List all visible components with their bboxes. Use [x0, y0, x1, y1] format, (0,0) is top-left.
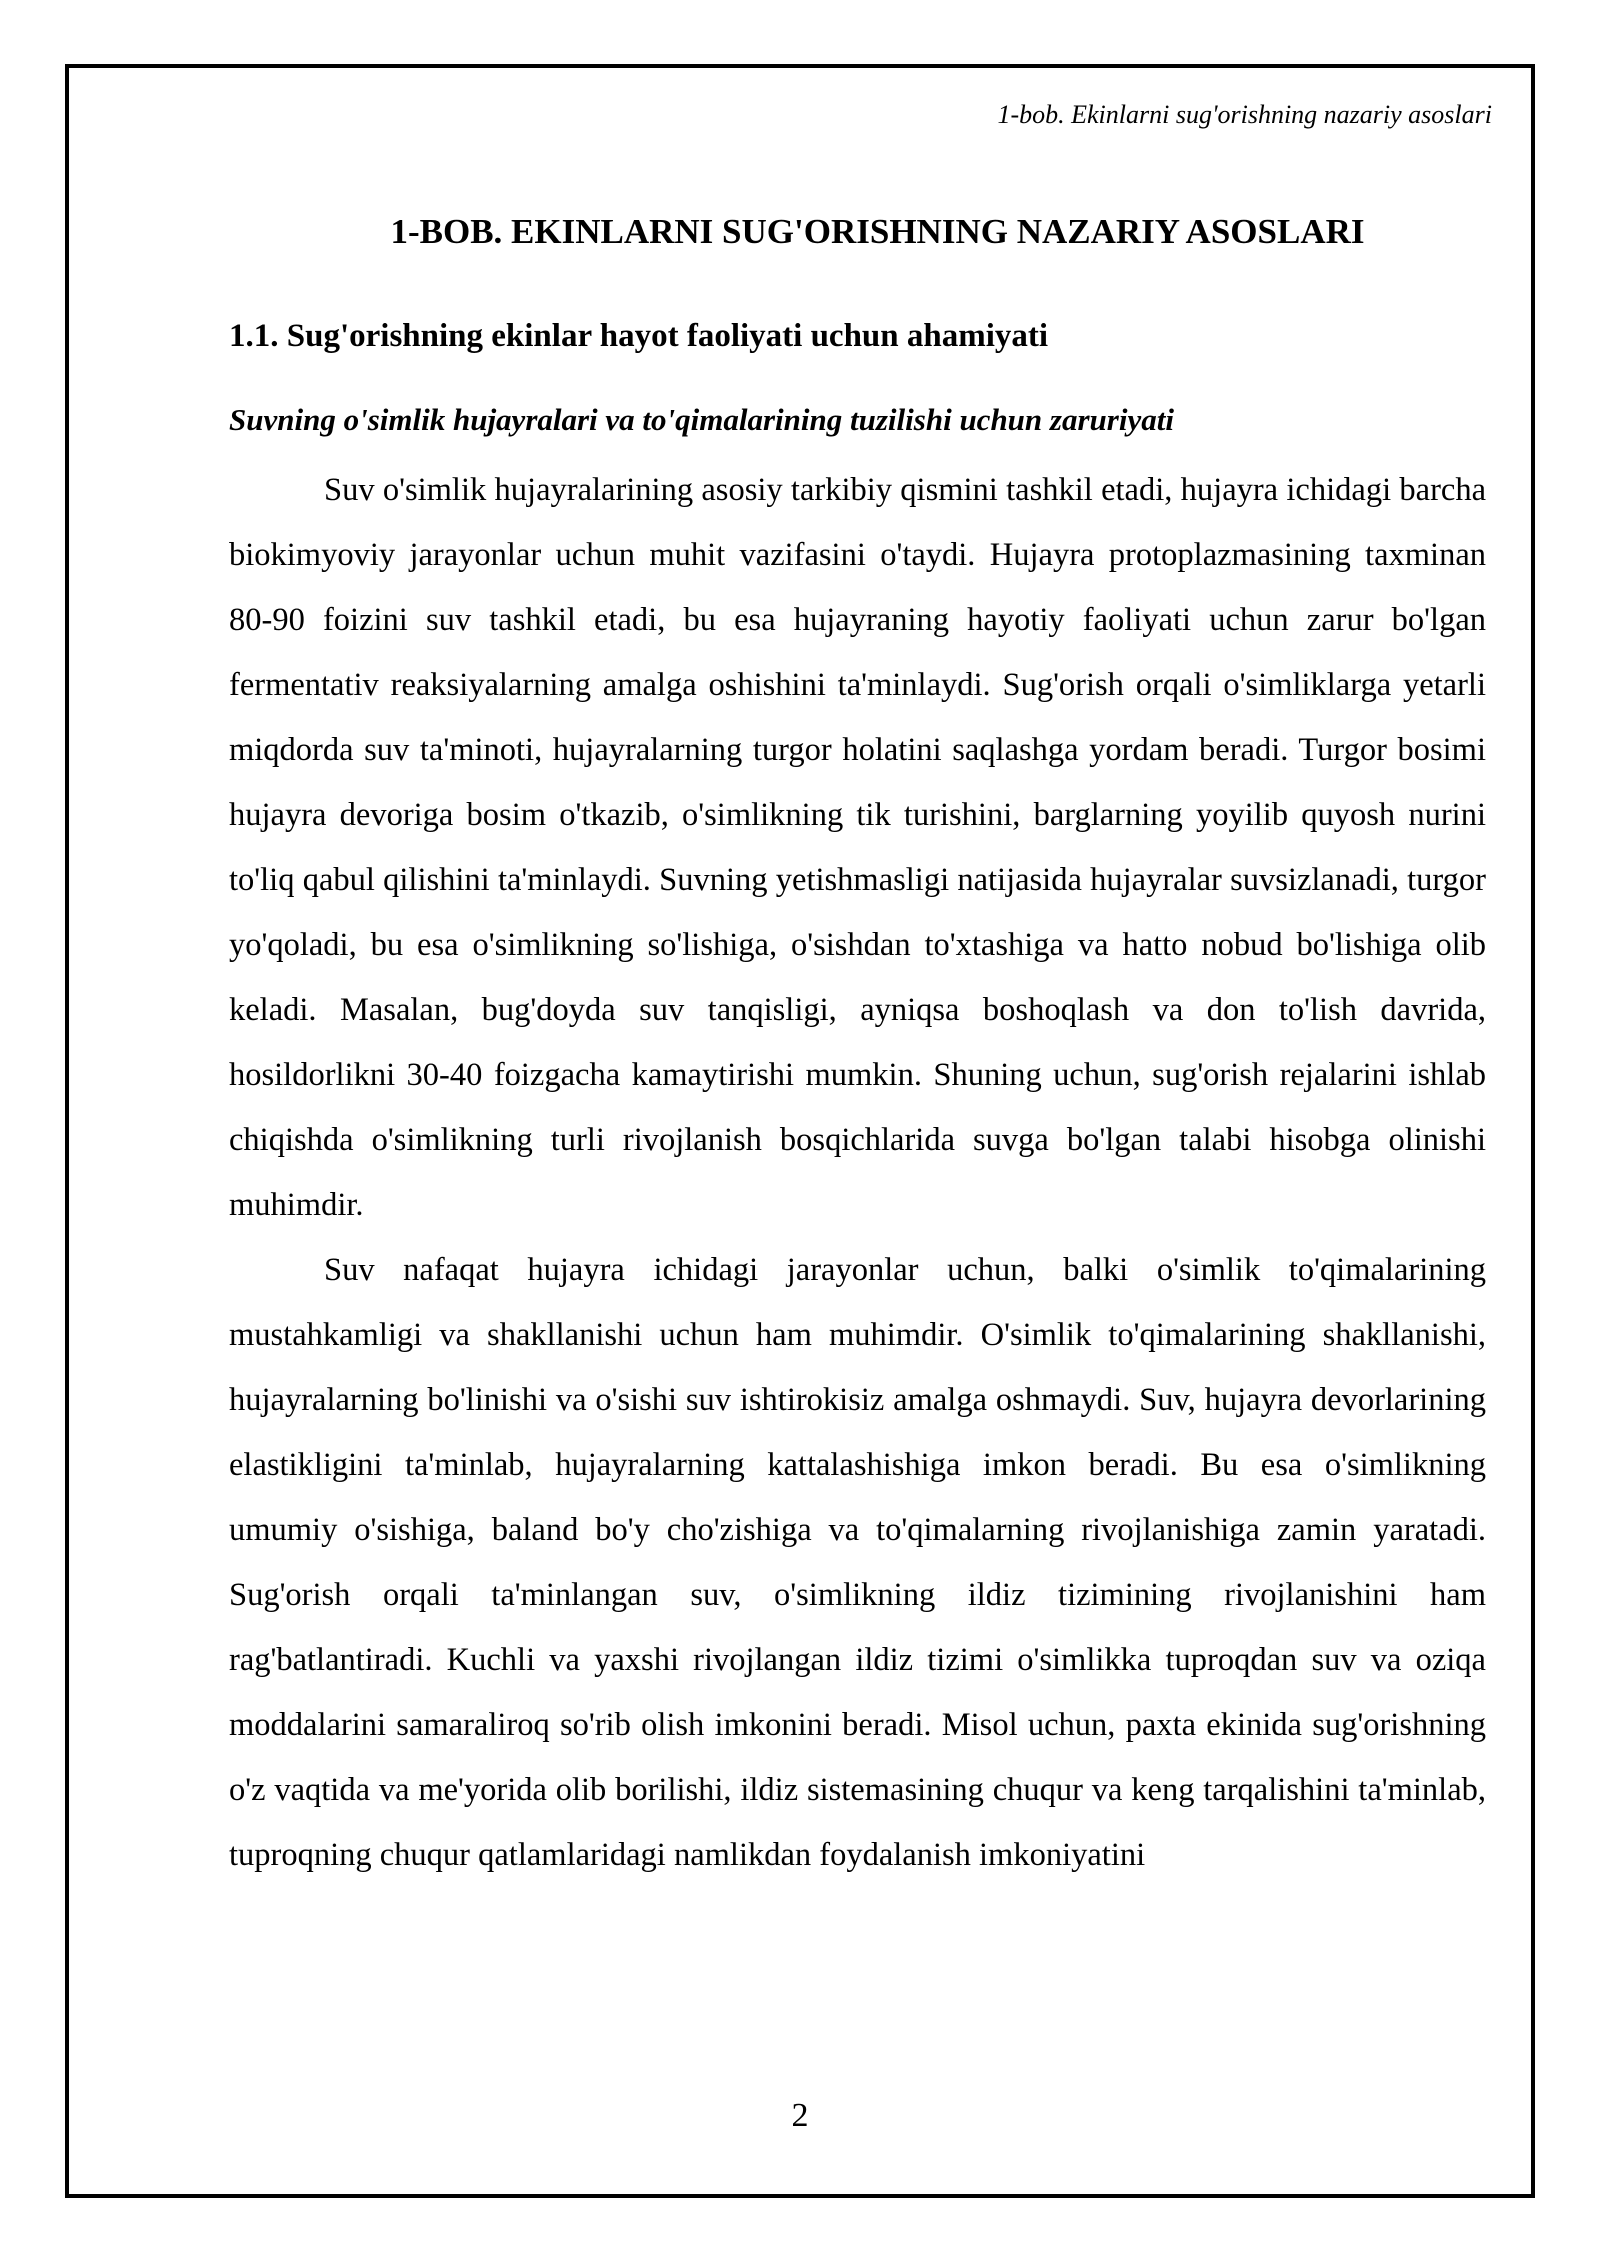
body-paragraph: Suv o'simlik hujayralarining asosiy tarkibiy qismini tashkil etadi, hujayra ichidagi barcha biokimyoviy jarayonlar uchun muhit vazifasini o'taydi. Hujayra protoplazmasining taxminan 80-90 foizini suv tashkil etadi, bu esa hujayraning hayotiy faoliyati uchun zarur bo'lgan fermentativ reaksiyalarning amalga oshishini ta'minlaydi. Sug'orish orqali o'simliklarga yetarli miqdorda suv ta'minoti, hujayralarning turgor holatini saqlashga yordam beradi. Turgor bosimi hujayra devoriga bosim o'tkazib, o'simlikning tik turishini, barglarning yoyilib quyosh nurini to'liq qabul qilishini ta'minlaydi. Suvning yetishmasligi natijasida hujayralar suvsizlanadi, turgor yo'qoladi, bu esa o'simlikning so'lishiga, o'sishdan to'xtashiga va hatto nobud bo'lishiga olib keladi. Masalan, bug'doyda suv tanqisligi, ayniqsa boshoqlash va don to'lish davrida, hosildorlikni 30-40 foizgacha kamaytirishi mumkin. Shuning uchun, sug'orish rejalarini ishlab chiqishda o'simlikning turli rivojlanish bosqichlarida suvga bo'lgan talabi hisobga olinishi muhimdir.: [229, 472, 1486, 1223]
page-number: 2: [791, 2097, 809, 2134]
page-content: [229, 210, 1486, 1888]
running-header: 1-bob. Ekinlarni sug'orishning nazariy asoslari: [997, 100, 1492, 129]
subsection-title: Suvning o'simlik hujayralari va to'qimalarining tuzilishi uchun zaruriyati: [229, 402, 1174, 437]
chapter-title: 1-BOB. EKINLARNI SUG'ORISHNING NAZARIY ASOSLARI: [390, 212, 1365, 251]
body-paragraph: Suv nafaqat hujayra ichidagi jarayonlar uchun, balki o'simlik to'qimalarining mustahkamligi va shakllanishi uchun ham muhimdir. O'simlik to'qimalarining shakllanishi, hujayralarning bo'linishi va o'sishi suv ishtirokisiz amalga oshmaydi. Suv, hujayra devorlarining elastikligini ta'minlab, hujayralarning kattalashishiga imkon beradi. Bu esa o'simlikning umumiy o'sishiga, baland bo'y cho'zishiga va to'qimalarning rivojlanishiga zamin yaratadi. Sug'orish orqali ta'minlangan suv, o'simlikning ildiz tizimining rivojlanishini ham rag'batlantiradi. Kuchli va yaxshi rivojlangan ildiz tizimi o'simlikka tuproqdan suv va oziqa moddalarini samaraliroq so'rib olish imkonini beradi. Misol uchun, paxta ekinida sug'orishning o'z vaqtida va me'yorida olib borilishi, ildiz sistemasining chuqur va keng tarqalishini ta'minlab, tuproqning chuqur qatlamlaridagi namlikdan foydalanish imkoniyatini: [229, 1252, 1486, 1873]
section-title: 1.1. Sug'orishning ekinlar hayot faoliyati uchun ahamiyati: [229, 318, 1049, 354]
